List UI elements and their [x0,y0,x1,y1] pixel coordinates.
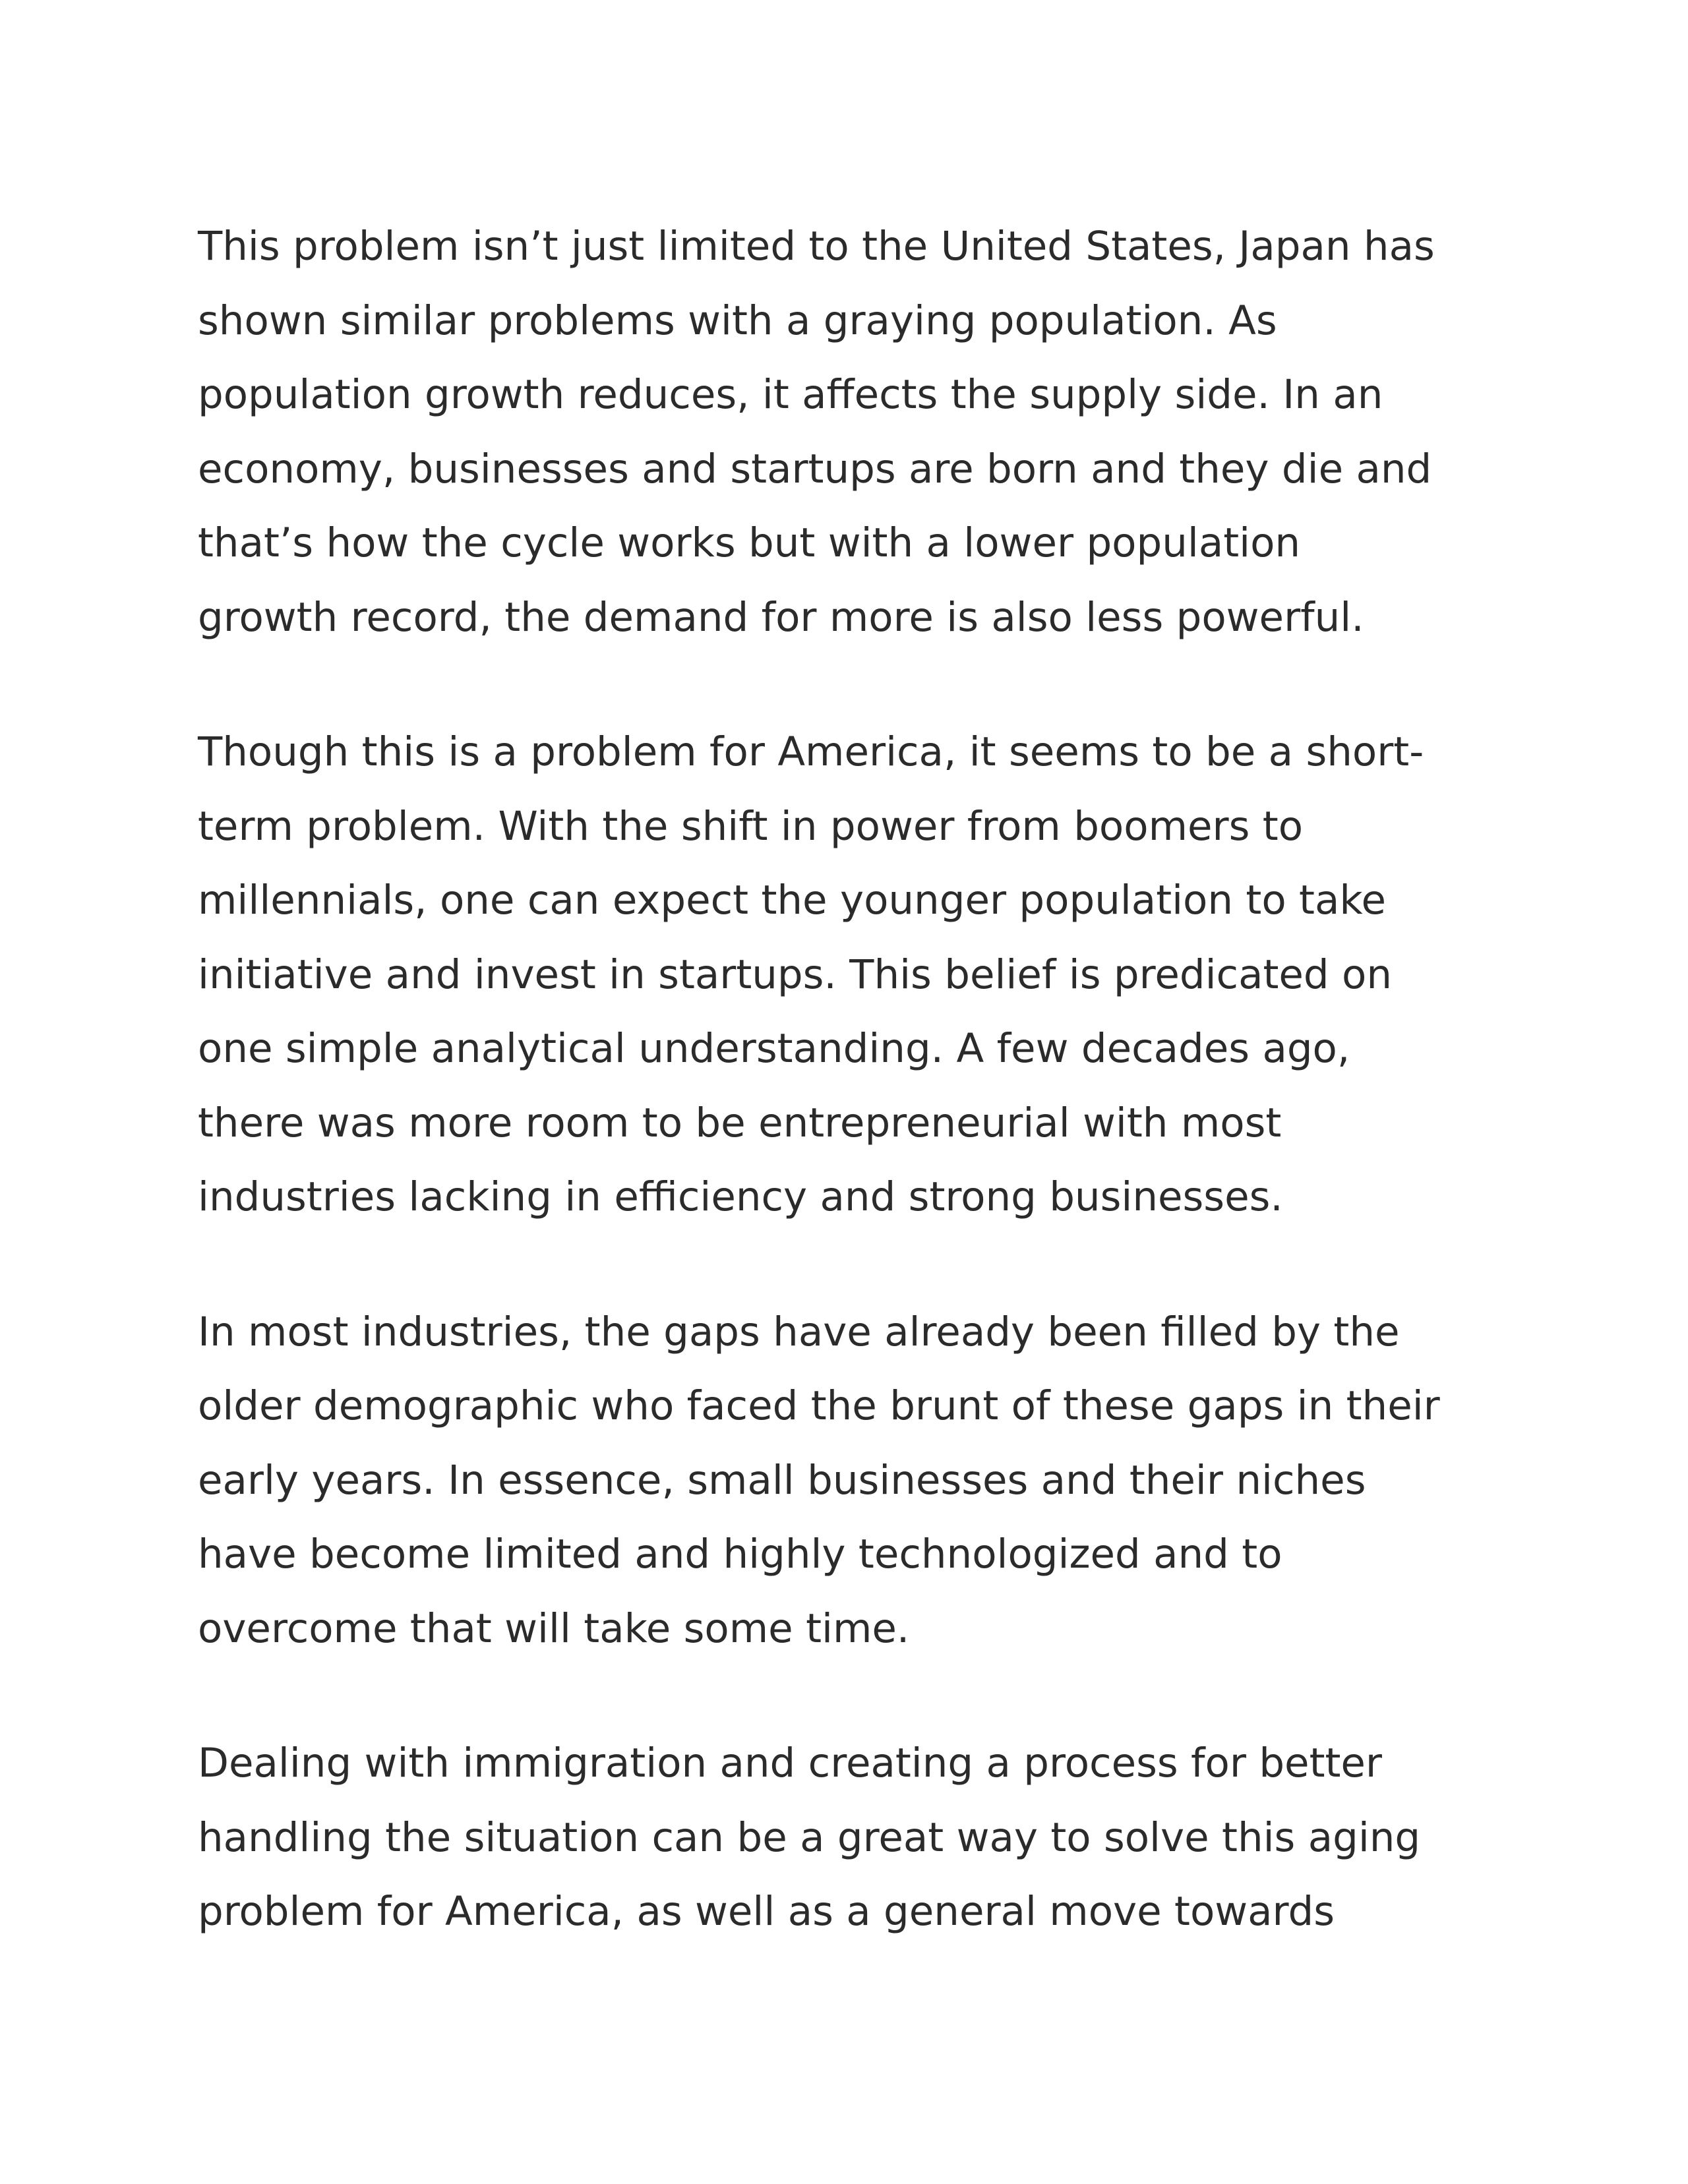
text-line: Though this is a problem for America, it seems to be a short- [198,728,1424,775]
text-line: that’s how the cycle works but with a lower population [198,519,1301,566]
text-line: have become limited and highly technologized and to [198,1531,1282,1578]
text-line: shown similar problems with a graying population. As [198,297,1277,344]
text-line: early years. In essence, small businesses and their niches [198,1456,1366,1504]
text-line: This problem isn’t just limited to the United States, Japan has [198,223,1435,270]
text-line: overcome that will take some time. [198,1605,910,1652]
text-line: Dealing with immigration and creating a process for better [198,1740,1383,1786]
paragraph-4 [198,1727,1503,1949]
text-line: population growth reduces, it affects the supply side. In an [198,371,1383,418]
text-line: handling the situation can be a great way to solve this aging [198,1814,1421,1861]
text-line: older demographic who faced the brunt of these gaps in their [198,1382,1440,1429]
paragraph-1 [198,210,1503,655]
text-line: problem for America, as well as a general move towards [198,1888,1335,1935]
body-text [198,210,1503,2010]
text-line: initiative and invest in startups. This belief is predicated on [198,951,1392,998]
paragraph-2 [198,715,1503,1235]
paragraph-3 [198,1295,1503,1667]
text-line: millennials, one can expect the younger population to take [198,877,1387,924]
text-line: term problem. With the shift in power from boomers to [198,802,1304,850]
text-line: In most industries, the gaps have already been filled by the [198,1308,1400,1355]
text-line: one simple analytical understanding. A few decades ago, [198,1025,1350,1072]
text-line: economy, businesses and startups are born and they die and [198,445,1432,492]
text-line: there was more room to be entrepreneurial with most [198,1099,1282,1146]
text-line: growth record, the demand for more is also less powerful. [198,593,1364,641]
text-line: industries lacking in efficiency and strong businesses. [198,1173,1283,1220]
